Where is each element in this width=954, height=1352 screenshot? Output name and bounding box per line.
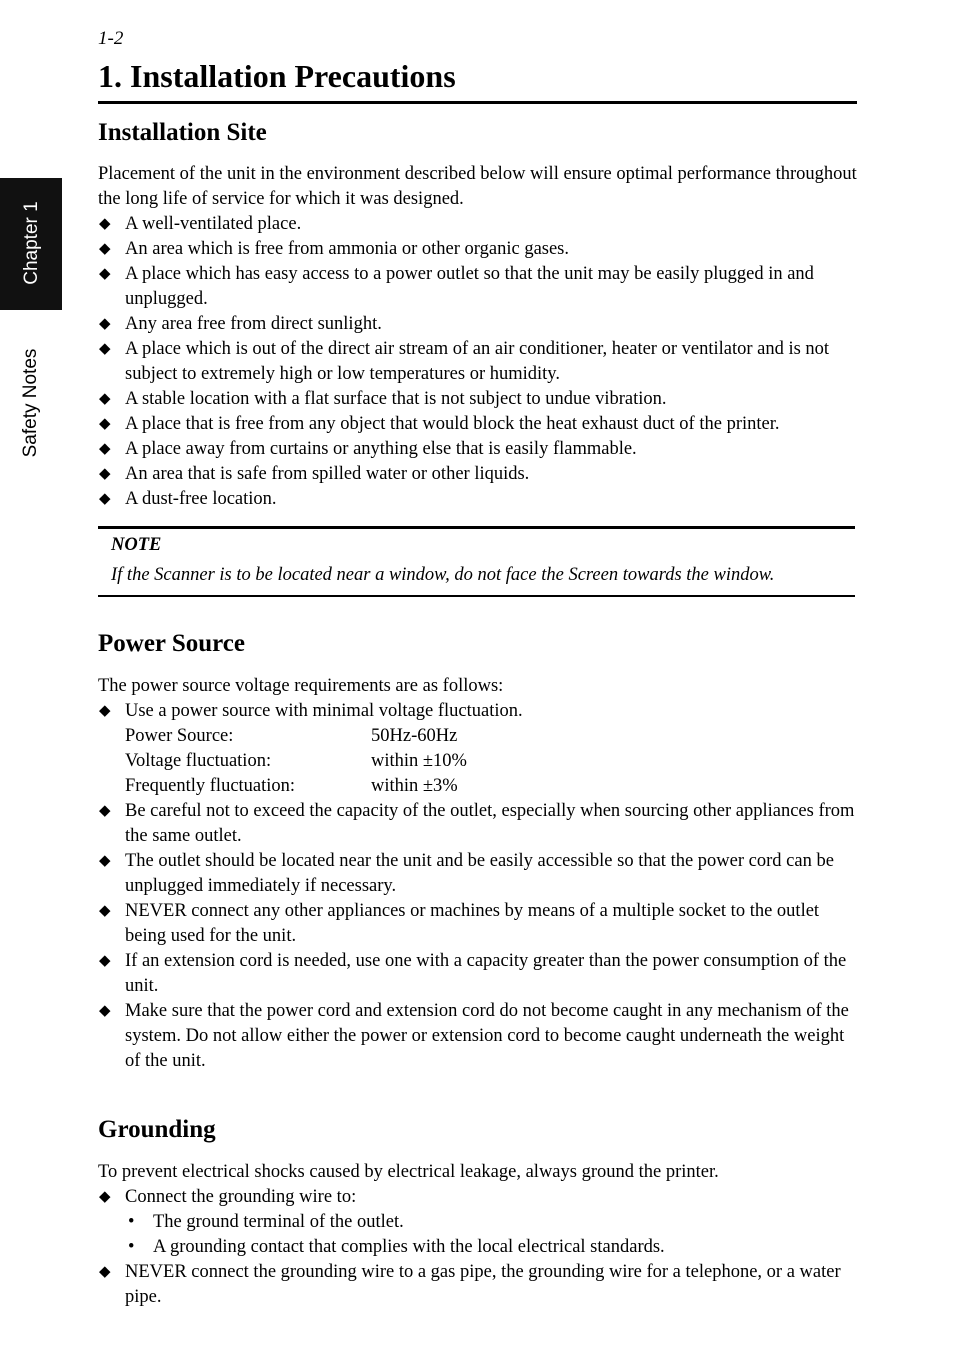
list-item: ◆ A stable location with a flat surface that is not subject to undue vibration. <box>98 387 858 412</box>
list-item: ◆ The outlet should be located near the unit and be easily accessible so that the power cord can be unplugged immediately if necessary. <box>99 851 834 896</box>
power-source-heading: Power Source <box>98 630 245 657</box>
spec-row: Power Source: 50Hz-60Hz <box>125 726 458 746</box>
grounding-heading: Grounding <box>98 1116 216 1143</box>
diamond-bullet-icon: ◆ <box>99 341 111 357</box>
grounding-list <box>98 1185 858 1310</box>
installation-site-list <box>98 212 858 512</box>
installation-site-intro: Placement of the unit in the environment described below will ensure optimal performance throughout the long life of service for which it was designed. <box>98 164 857 209</box>
list-item: ◆ Be careful not to exceed the capacity of the outlet, especially when sourcing other appliances from the same outlet. <box>99 801 855 846</box>
power-source-intro: The power source voltage requirements are as follows: <box>98 676 504 696</box>
note-top-rule <box>98 526 855 529</box>
list-item: ◆ Any area free from direct sunlight. <box>98 312 858 337</box>
list-item: ◆ A well-ventilated place. <box>98 212 858 237</box>
diamond-bullet-icon: ◆ <box>99 703 111 719</box>
power-source-list <box>98 699 858 1074</box>
list-item: ◆ A place which has easy access to a power outlet so that the unit may be easily plugged in and unplugged. <box>99 264 814 309</box>
list-item: ◆ A dust-free location. <box>98 487 858 512</box>
list-item: ◆ If an extension cord is needed, use one with a capacity greater than the power consumption of the unit. <box>99 951 847 996</box>
chapter-tab-label: Chapter 1 <box>21 201 42 285</box>
note-label: NOTE <box>111 535 162 555</box>
diamond-bullet-icon: ◆ <box>99 903 111 919</box>
diamond-bullet-icon: ◆ <box>99 953 111 969</box>
sub-list-item: • A grounding contact that complies with the local electrical standards. <box>125 1235 858 1260</box>
round-bullet-icon: • <box>128 1212 135 1232</box>
page-title: 1. Installation Precautions <box>98 58 456 94</box>
diamond-bullet-icon: ◆ <box>99 416 111 432</box>
note-text: If the Scanner is to be located near a window, do not face the Screen towards the window. <box>111 565 775 585</box>
grounding-sub-list <box>125 1210 858 1260</box>
spec-row: Frequently fluctuation: within ±3% <box>125 776 458 796</box>
diamond-bullet-icon: ◆ <box>99 853 111 869</box>
grounding-intro: To prevent electrical shocks caused by electrical leakage, always ground the printer. <box>98 1162 719 1182</box>
spec-row: Voltage fluctuation: within ±10% <box>125 751 467 771</box>
page-number: 1-2 <box>98 28 124 49</box>
diamond-bullet-icon: ◆ <box>99 266 111 282</box>
list-item: ◆ An area which is free from ammonia or other organic gases. <box>98 237 858 262</box>
installation-site-heading: Installation Site <box>98 119 267 146</box>
list-item: ◆ A place which is out of the direct air stream of an air conditioner, heater or ventilator and is not subject to extremely high or low temperatures or humidity. <box>99 339 830 384</box>
diamond-bullet-icon: ◆ <box>99 1189 111 1205</box>
list-item: ◆ Connect the grounding wire to: • The ground terminal of the outlet. • A grounding contact that complies with the local electrical standards. <box>98 1185 858 1260</box>
diamond-bullet-icon: ◆ <box>99 441 111 457</box>
note-bottom-rule <box>98 595 855 597</box>
list-item: ◆ Use a power source with minimal voltage fluctuation. Power Source: 50Hz-60Hz Voltage fluctuation: within ±10% Frequently fluctuation: within ±3% <box>98 699 858 799</box>
diamond-bullet-icon: ◆ <box>99 466 111 482</box>
diamond-bullet-icon: ◆ <box>99 1003 111 1019</box>
diamond-bullet-icon: ◆ <box>99 803 111 819</box>
list-item: ◆ NEVER connect the grounding wire to a gas pipe, the grounding wire for a telephone, or a water pipe. <box>99 1262 841 1307</box>
diamond-bullet-icon: ◆ <box>99 316 111 332</box>
title-rule <box>98 101 857 104</box>
list-item: ◆ A place that is free from any object that would block the heat exhaust duct of the printer. <box>98 412 858 437</box>
diamond-bullet-icon: ◆ <box>99 391 111 407</box>
diamond-bullet-icon: ◆ <box>99 241 111 257</box>
diamond-bullet-icon: ◆ <box>99 1264 111 1280</box>
diamond-bullet-icon: ◆ <box>99 491 111 507</box>
sub-list-item: • The ground terminal of the outlet. <box>125 1210 858 1235</box>
round-bullet-icon: • <box>128 1237 135 1257</box>
list-item: ◆ Make sure that the power cord and extension cord do not become caught in any mechanism of the system. Do not allow either the power or extension cord to become caught underneath the weight of the unit. <box>99 1001 849 1071</box>
section-tab-label: Safety Notes <box>20 348 41 458</box>
list-item: ◆ NEVER connect any other appliances or machines by means of a multiple socket to the outlet being used for the unit. <box>99 901 820 946</box>
list-item: ◆ A place away from curtains or anything else that is easily flammable. <box>98 437 858 462</box>
diamond-bullet-icon: ◆ <box>99 216 111 232</box>
list-item: ◆ An area that is safe from spilled water or other liquids. <box>98 462 858 487</box>
